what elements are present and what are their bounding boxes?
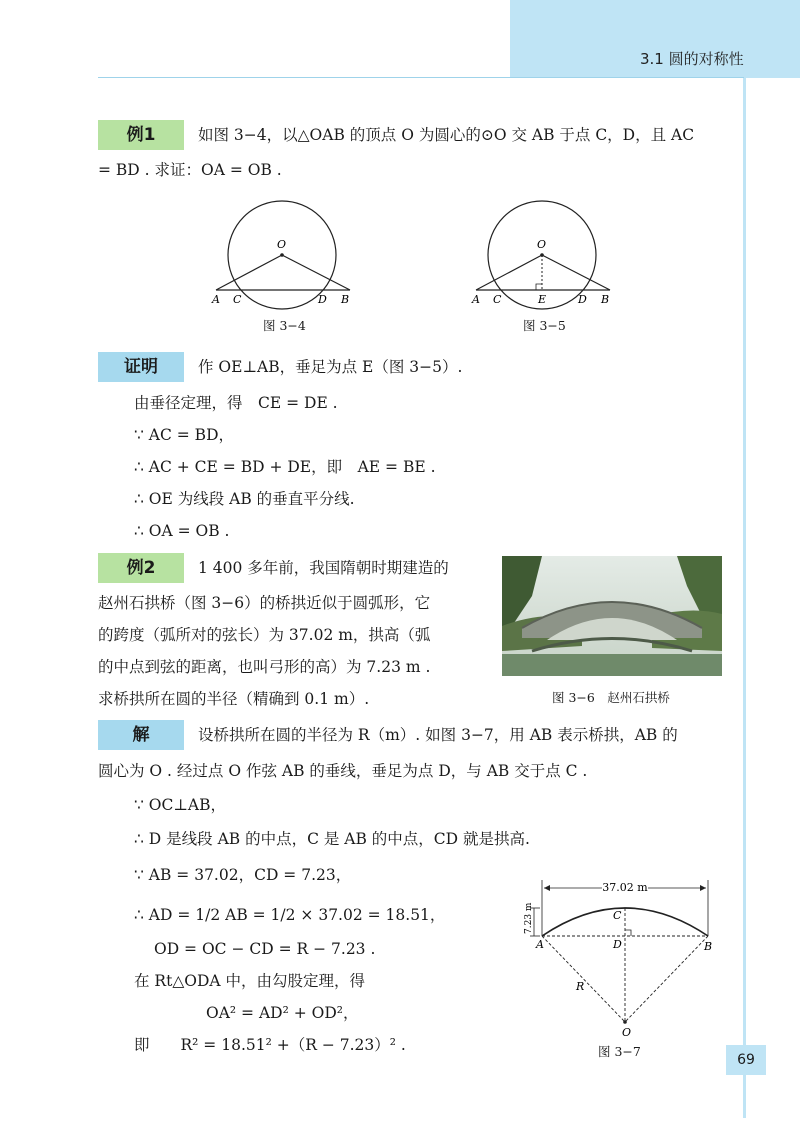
example2-tag: 例2 bbox=[98, 553, 184, 583]
fig35-segment-oa bbox=[476, 255, 542, 290]
fig35-center-dot bbox=[540, 253, 544, 257]
example1-tag: 例1 bbox=[98, 120, 184, 150]
fig34-label-b: B bbox=[341, 293, 350, 306]
solution-line: ∵ OC⊥AB， bbox=[134, 796, 227, 814]
fig37-arc-ab bbox=[542, 908, 708, 936]
proof-line: ∵ AC = BD， bbox=[134, 426, 235, 444]
solution-line: 即 R² = 18.51² +（R − 7.23）² . bbox=[134, 1036, 406, 1054]
proof-line: 由垂径定理，得 CE = DE . bbox=[134, 394, 338, 412]
solution-line: 在 Rt△ODA 中，由勾股定理，得 bbox=[134, 972, 366, 990]
proof-line: 作 OE⊥AB，垂足为点 E（图 3−5）. bbox=[198, 358, 463, 376]
fig37-arrow-left bbox=[544, 885, 550, 891]
fig35-label-d: D bbox=[578, 293, 587, 306]
figure-3-5 bbox=[460, 200, 630, 310]
figure-3-4 bbox=[200, 200, 370, 310]
fig34-label-c: C bbox=[233, 293, 242, 306]
proof-line: ∴ OA = OB . bbox=[134, 522, 230, 540]
proof-line: ∴ AC + CE = BD + DE，即 AE = BE . bbox=[134, 458, 436, 476]
fig34-label-o: O bbox=[277, 238, 287, 251]
fig37-height-label: 7.23 m bbox=[524, 902, 534, 934]
fig34-center-dot bbox=[280, 253, 284, 257]
example2-line: 的中点到弦的距离，也叫弓形的高）为 7.23 m . bbox=[98, 658, 431, 676]
fig34-label-d: D bbox=[318, 293, 327, 306]
fig37-label-b: B bbox=[704, 940, 713, 953]
example2-line: 的跨度（弧所对的弦长）为 37.02 m，拱高（弧 bbox=[98, 626, 431, 644]
photo-caption: 图 3−6 赵州石拱桥 bbox=[552, 690, 670, 705]
solution-line: OD = OC − CD = R − 7.23 . bbox=[154, 940, 376, 958]
proof-tag: 证明 bbox=[98, 352, 184, 382]
fig35-right-angle bbox=[536, 284, 542, 290]
solution-tag: 解 bbox=[98, 720, 184, 750]
fig37-span-label: 37.02 m bbox=[602, 881, 648, 894]
header-divider bbox=[98, 77, 744, 78]
fig37-caption: 图 3−7 bbox=[598, 1044, 641, 1059]
fig37-label-c: C bbox=[613, 909, 622, 922]
page-number: 69 bbox=[726, 1045, 766, 1075]
fig37-segment-ob bbox=[625, 936, 708, 1022]
fig37-label-d: D bbox=[613, 938, 622, 951]
fig37-right-angle bbox=[625, 930, 631, 936]
fig35-label-c: C bbox=[493, 293, 502, 306]
example1-line1: 如图 3−4，以△OAB 的顶点 O 为圆心的⊙O 交 AB 于点 C，D，且 AC bbox=[198, 126, 695, 144]
section-title: 3.1 圆的对称性 bbox=[640, 50, 744, 68]
fig37-arrow-right bbox=[700, 885, 706, 891]
example2-line: 求桥拱所在圆的半径（精确到 0.1 m）. bbox=[98, 690, 370, 708]
fig35-label-b: B bbox=[601, 293, 610, 306]
figure-3-7 bbox=[520, 872, 730, 1042]
fig37-label-r: R bbox=[576, 980, 585, 993]
fig35-label-a: A bbox=[472, 293, 480, 306]
solution-line: OA² = AD² + OD²， bbox=[206, 1004, 359, 1022]
fig34-segment-oa bbox=[216, 255, 282, 290]
side-margin-line bbox=[743, 78, 746, 1118]
solution-line: ∵ AB = 37.02，CD = 7.23， bbox=[134, 866, 352, 884]
solution-line: 设桥拱所在圆的半径为 R（m）. 如图 3−7，用 AB 表示桥拱，AB 的 bbox=[198, 726, 678, 744]
proof-line: ∴ OE 为线段 AB 的垂直平分线. bbox=[134, 490, 355, 508]
fig35-label-e: E bbox=[538, 293, 547, 306]
fig37-label-a: A bbox=[536, 938, 544, 951]
example2-line: 1 400 多年前，我国隋朝时期建造的 bbox=[198, 559, 449, 577]
fig35-segment-ob bbox=[542, 255, 610, 290]
fig34-caption: 图 3−4 bbox=[263, 318, 306, 333]
example1-line2: = BD . 求证：OA = OB . bbox=[98, 161, 282, 179]
solution-line: ∴ AD = 1/2 AB = 1/2 × 37.02 = 18.51， bbox=[134, 906, 446, 924]
fig37-center-dot bbox=[623, 1020, 627, 1024]
fig34-label-a: A bbox=[212, 293, 220, 306]
solution-line: ∴ D 是线段 AB 的中点，C 是 AB 的中点，CD 就是拱高. bbox=[134, 830, 530, 848]
fig34-segment-ob bbox=[282, 255, 350, 290]
fig35-caption: 图 3−5 bbox=[523, 318, 566, 333]
fig35-label-o: O bbox=[537, 238, 547, 251]
fig37-label-o: O bbox=[622, 1026, 632, 1039]
example2-line: 赵州石拱桥（图 3−6）的桥拱近似于圆弧形，它 bbox=[98, 594, 431, 612]
bridge-photo bbox=[502, 556, 722, 676]
solution-line: 圆心为 O . 经过点 O 作弦 AB 的垂线，垂足为点 D，与 AB 交于点 C . bbox=[98, 762, 588, 780]
